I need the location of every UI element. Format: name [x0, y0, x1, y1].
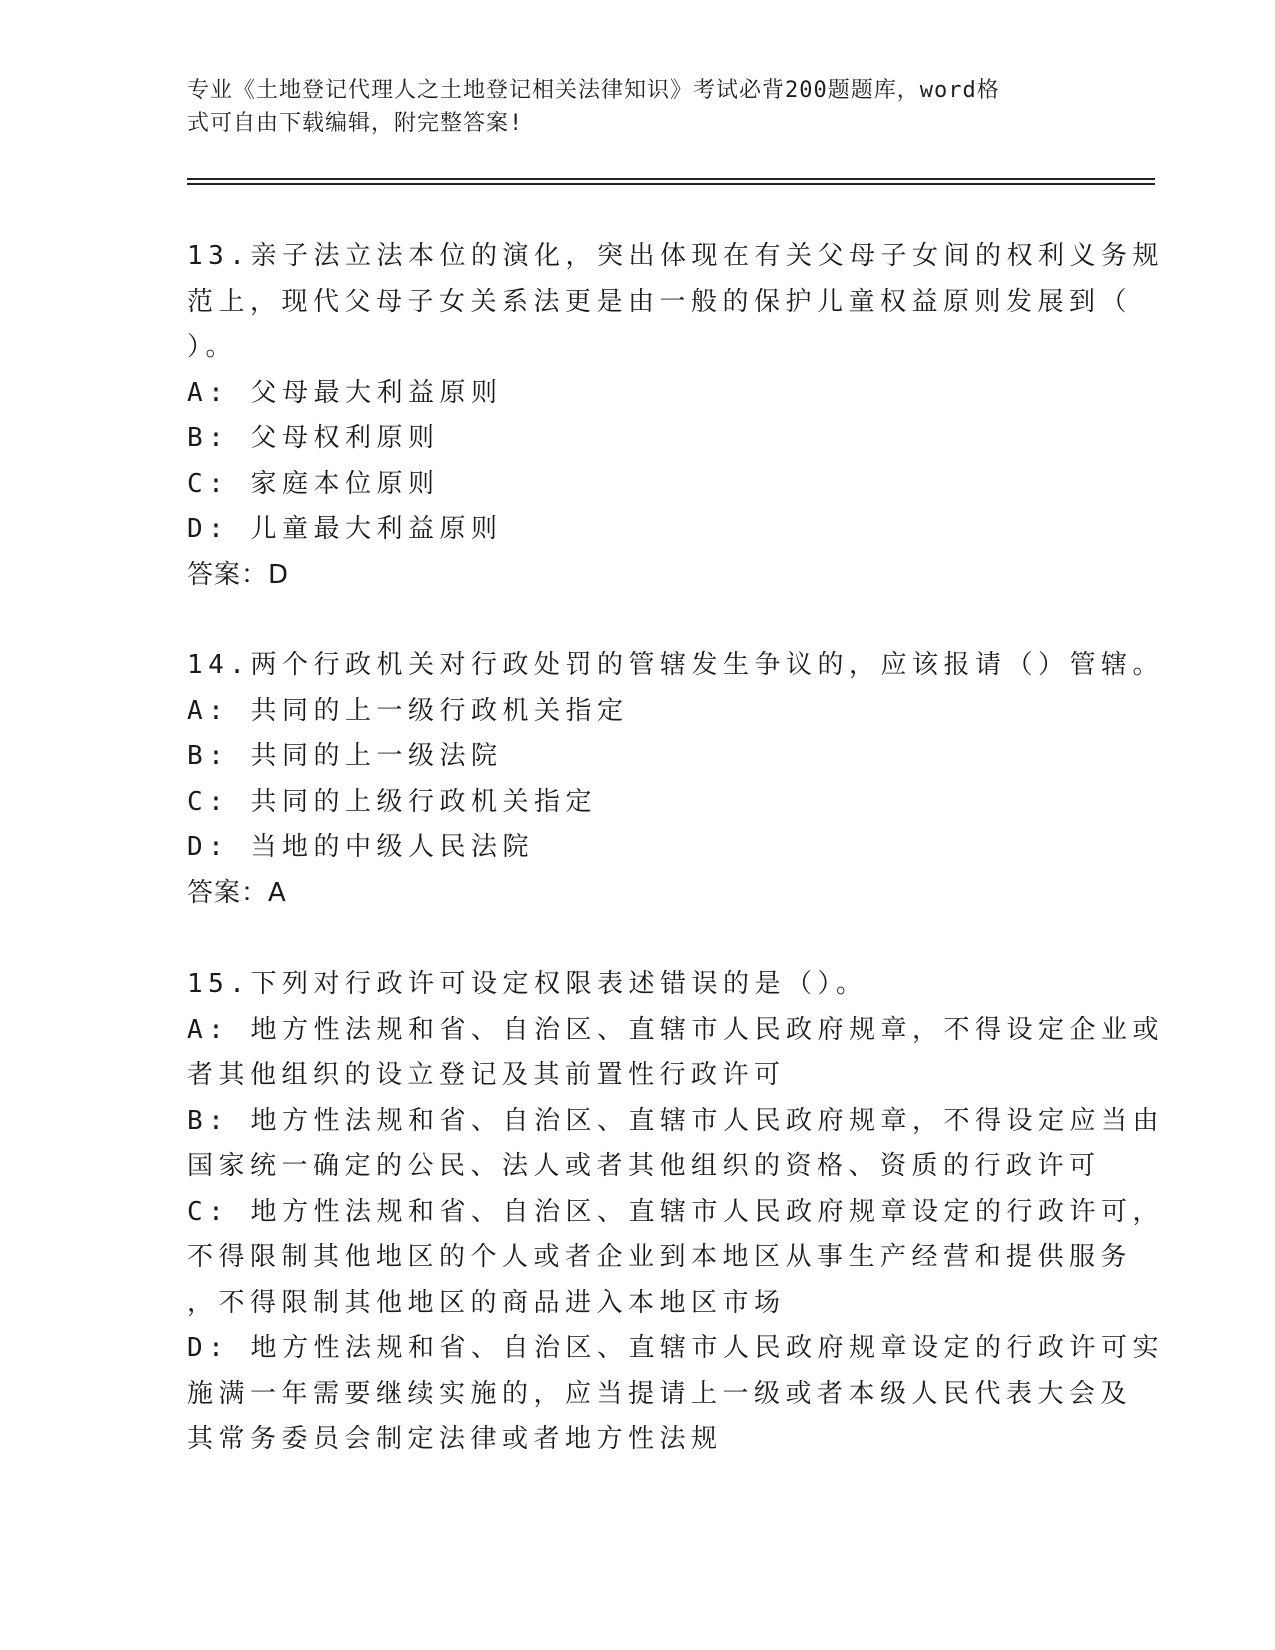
answer: 答案：D: [187, 559, 290, 590]
question-15: [187, 962, 1164, 1463]
question-stem-line: 13.亲子法立法本位的演化，突出体现在有关父母子女间的权利义务规: [187, 241, 1164, 271]
question-14: [187, 643, 1164, 916]
option-d: D: 当地的中级人民法院: [187, 832, 534, 862]
question-stem-line: 14.两个行政机关对行政处罚的管辖发生争议的，应该报请（）管辖。: [187, 650, 1164, 680]
option-line: ，不得限制其他地区的商品进入本地区市场: [187, 1287, 786, 1318]
question-stem-line: 范上，现代父母子女关系法更是由一般的保护儿童权益原则发展到（: [187, 286, 1133, 317]
option-line: 其常务委员会制定法律或者地方性法规: [187, 1424, 723, 1454]
option-line: 者其他组织的设立登记及其前置性行政许可: [187, 1060, 786, 1090]
option-c: C: 家庭本位原则: [187, 468, 440, 499]
option-b: B: 父母权利原则: [187, 423, 440, 453]
option-line: 不得限制其他地区的个人或者企业到本地区从事生产经营和提供服务: [187, 1242, 1133, 1272]
option-c: C: 共同的上级行政机关指定: [187, 786, 597, 817]
question-13: [187, 234, 1164, 598]
option-a: A: 共同的上一级行政机关指定: [187, 695, 629, 726]
option-line: D: 地方性法规和省、自治区、直辖市人民政府规章设定的行政许可实: [187, 1333, 1164, 1363]
option-line: 施满一年需要继续实施的，应当提请上一级或者本级人民代表大会及: [187, 1378, 1133, 1409]
header-divider-top: [187, 178, 1155, 180]
option-line: 国家统一确定的公民、法人或者其他组织的资格、资质的行政许可: [187, 1151, 1101, 1181]
header-line-2: 式可自由下载编辑，附完整答案!: [187, 111, 524, 136]
question-stem-line: ）。: [187, 332, 238, 362]
option-line: C: 地方性法规和省、自治区、直辖市人民政府规章设定的行政许可，: [187, 1196, 1164, 1227]
answer: 答案：A: [187, 877, 287, 908]
header-line-1: 专业《土地登记代理人之土地登记相关法律知识》考试必背200题题库，word格: [187, 78, 1000, 103]
option-b: B: 共同的上一级法院: [187, 741, 503, 771]
question-stem-line: 15.下列对行政许可设定权限表述错误的是（）。: [187, 969, 868, 999]
option-a: A: 父母最大利益原则: [187, 377, 503, 408]
option-d: D: 儿童最大利益原则: [187, 514, 503, 544]
header-divider-bottom: [187, 183, 1155, 185]
option-line: B: 地方性法规和省、自治区、直辖市人民政府规章，不得设定应当由: [187, 1105, 1164, 1136]
document-header: [187, 74, 1067, 140]
option-line: A: 地方性法规和省、自治区、直辖市人民政府规章，不得设定企业或: [187, 1014, 1164, 1045]
